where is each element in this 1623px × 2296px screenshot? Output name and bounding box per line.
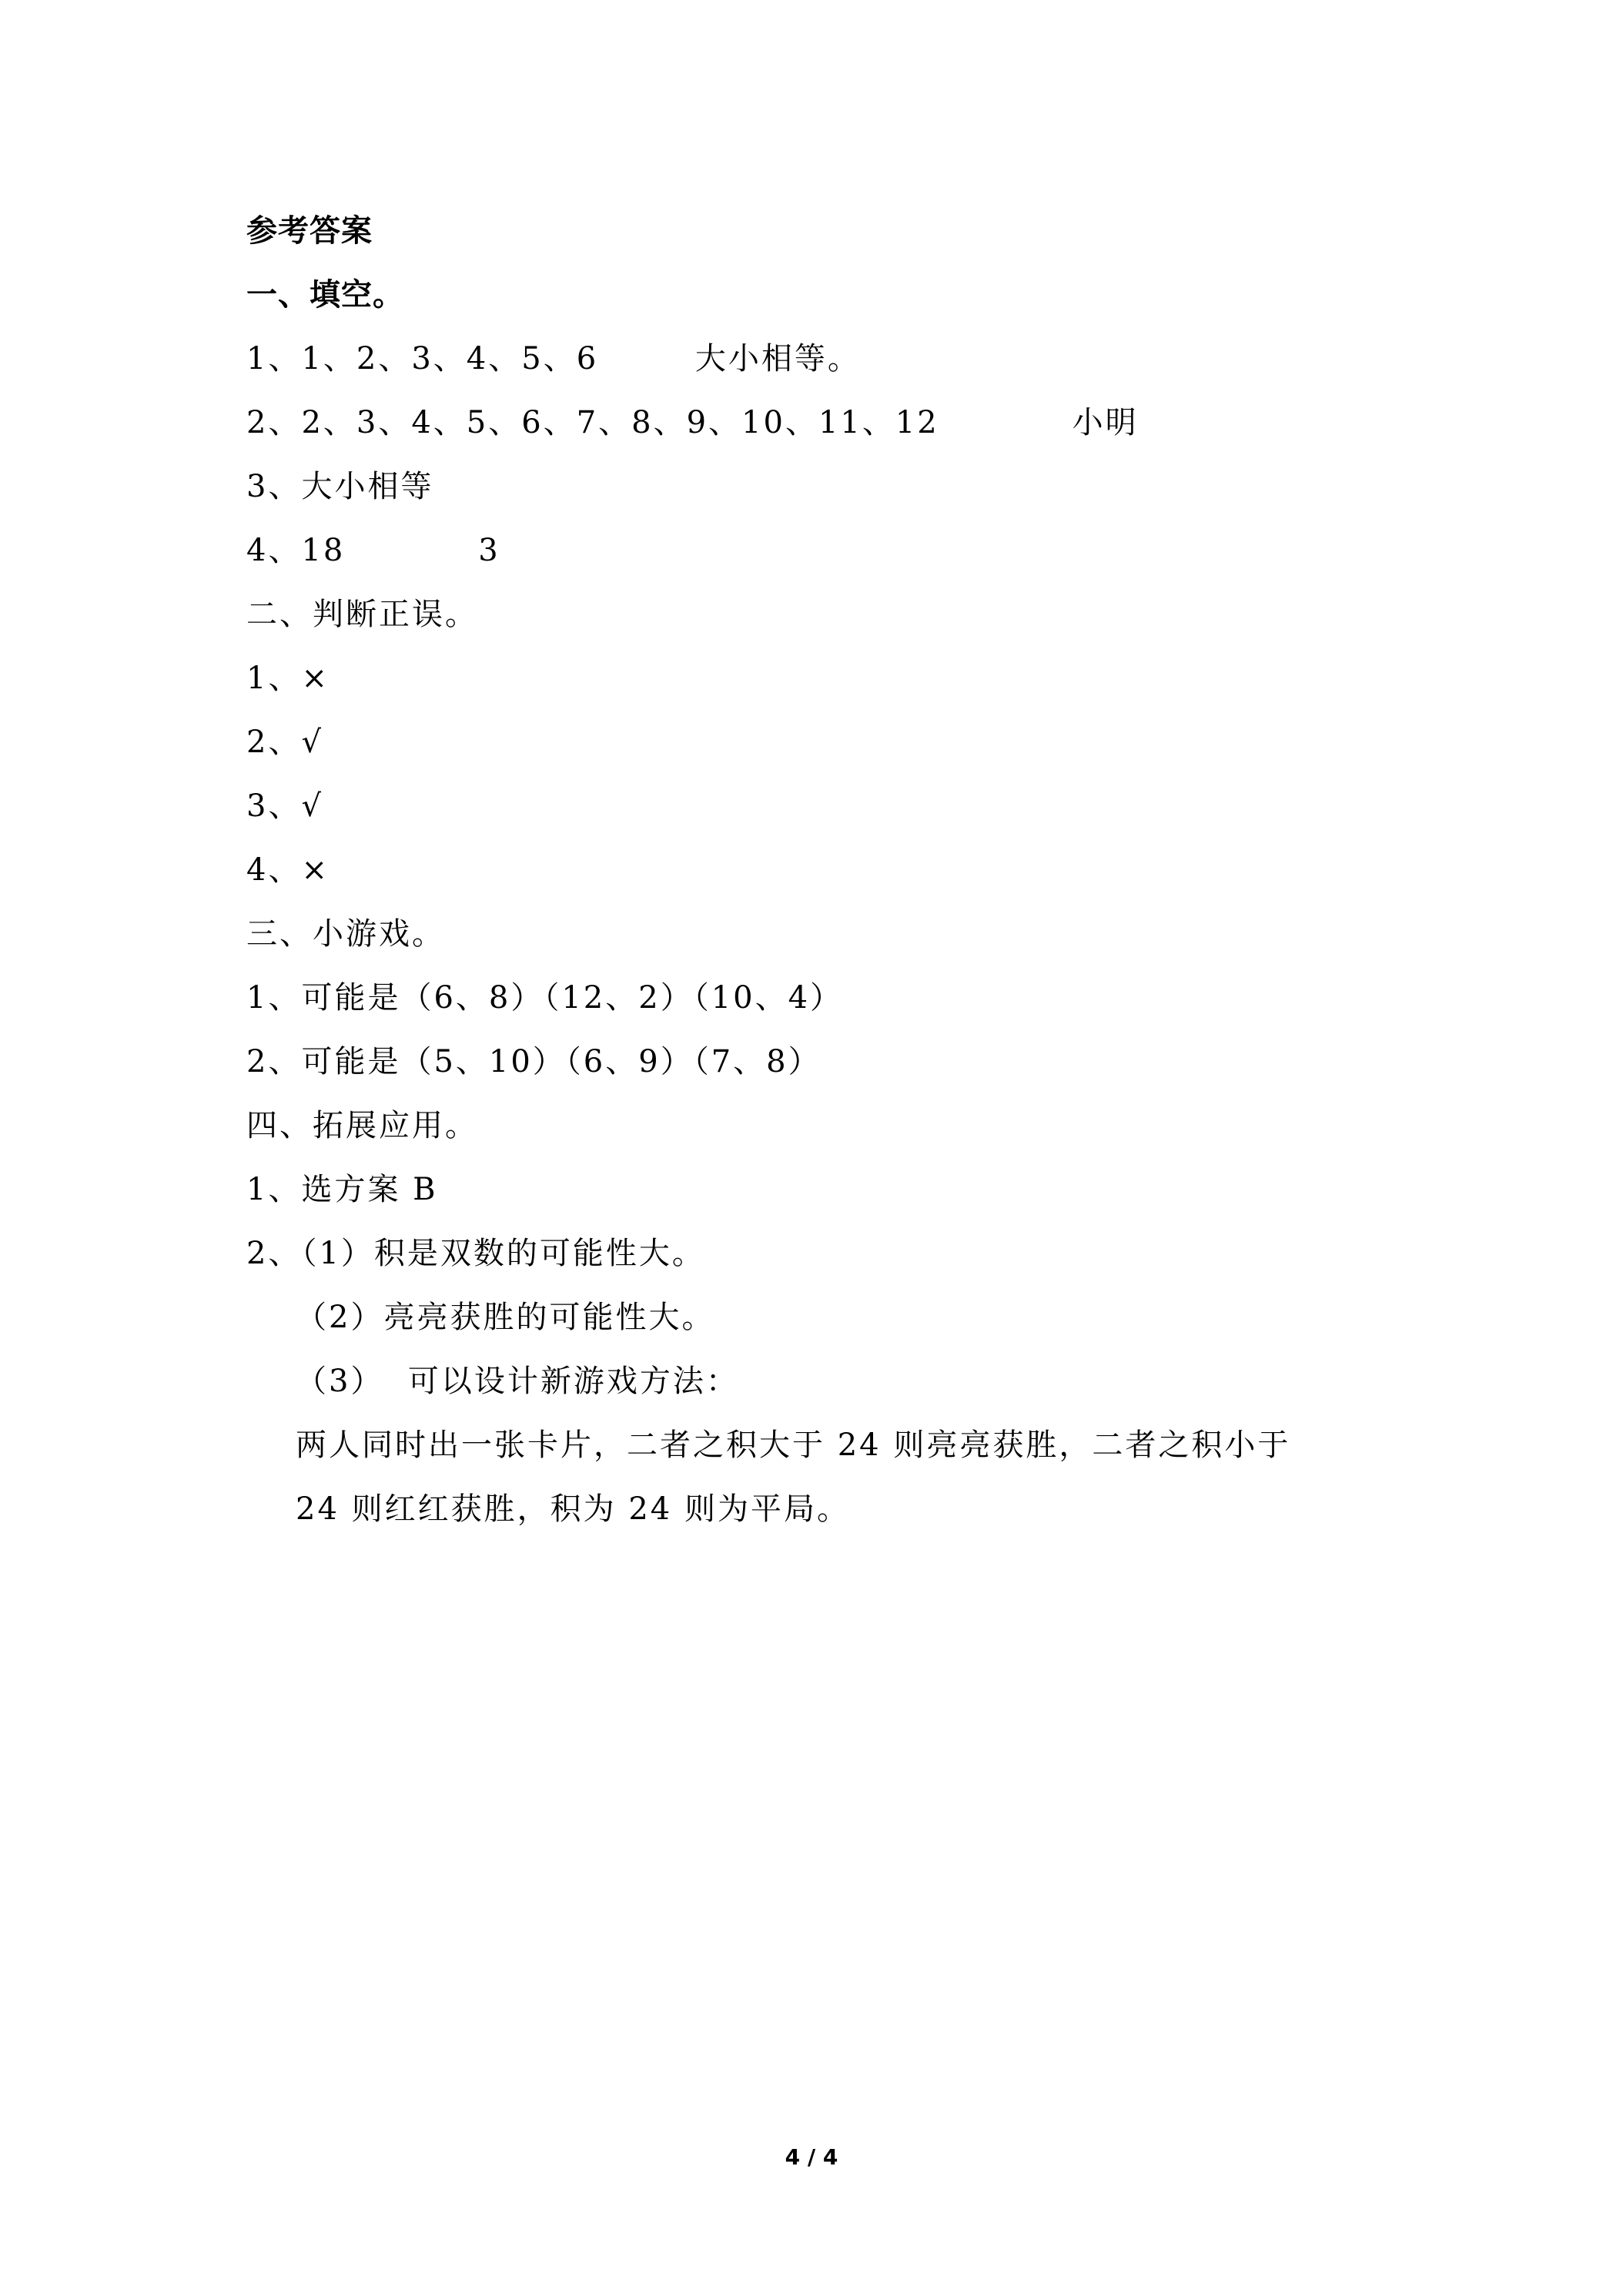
fill-blank-answer-1: 1、1、2、3、4、5、6 大小相等。 bbox=[246, 341, 861, 377]
section-heading-mini-game: 三、小游戏。 bbox=[246, 916, 445, 952]
section-heading-extension: 四、拓展应用。 bbox=[246, 1108, 478, 1143]
fill-blank-answer-3: 3、大小相等 bbox=[246, 469, 434, 504]
section-heading-fill-blank: 一、填空。 bbox=[246, 277, 404, 313]
extension-answer-2-explanation-line-2: 24 则红红获胜，积为 24 则为平局。 bbox=[296, 1491, 850, 1527]
extension-answer-1: 1、选方案 B bbox=[246, 1172, 438, 1207]
fill-blank-answer-4: 4、18 3 bbox=[246, 533, 500, 568]
page-number: 4 / 4 bbox=[785, 2144, 838, 2170]
extension-answer-2-explanation-line-1: 两人同时出一张卡片，二者之积大于 24 则亮亮获胜，二者之积小于 bbox=[296, 1427, 1291, 1463]
answer-title: 参考答案 bbox=[246, 213, 373, 249]
extension-answer-2-part-1: 2、（1）积是双数的可能性大。 bbox=[246, 1236, 705, 1271]
section-heading-true-false: 二、判断正误。 bbox=[246, 597, 478, 632]
extension-answer-2-part-2: （2）亮亮获胜的可能性大。 bbox=[296, 1300, 715, 1335]
true-false-answer-2: 2、√ bbox=[246, 725, 323, 760]
true-false-answer-4: 4、× bbox=[246, 852, 330, 888]
mini-game-answer-2: 2、可能是（5、10）（6、9）（7、8） bbox=[246, 1044, 822, 1079]
mini-game-answer-1: 1、可能是（6、8）（12、2）（10、4） bbox=[246, 980, 844, 1016]
extension-answer-2-part-3: （3） 可以设计新游戏方法： bbox=[296, 1364, 739, 1399]
true-false-answer-3: 3、√ bbox=[246, 788, 323, 824]
fill-blank-answer-2: 2、2、3、4、5、6、7、8、9、10、11、12 小明 bbox=[246, 405, 1139, 440]
true-false-answer-1: 1、× bbox=[246, 661, 330, 696]
